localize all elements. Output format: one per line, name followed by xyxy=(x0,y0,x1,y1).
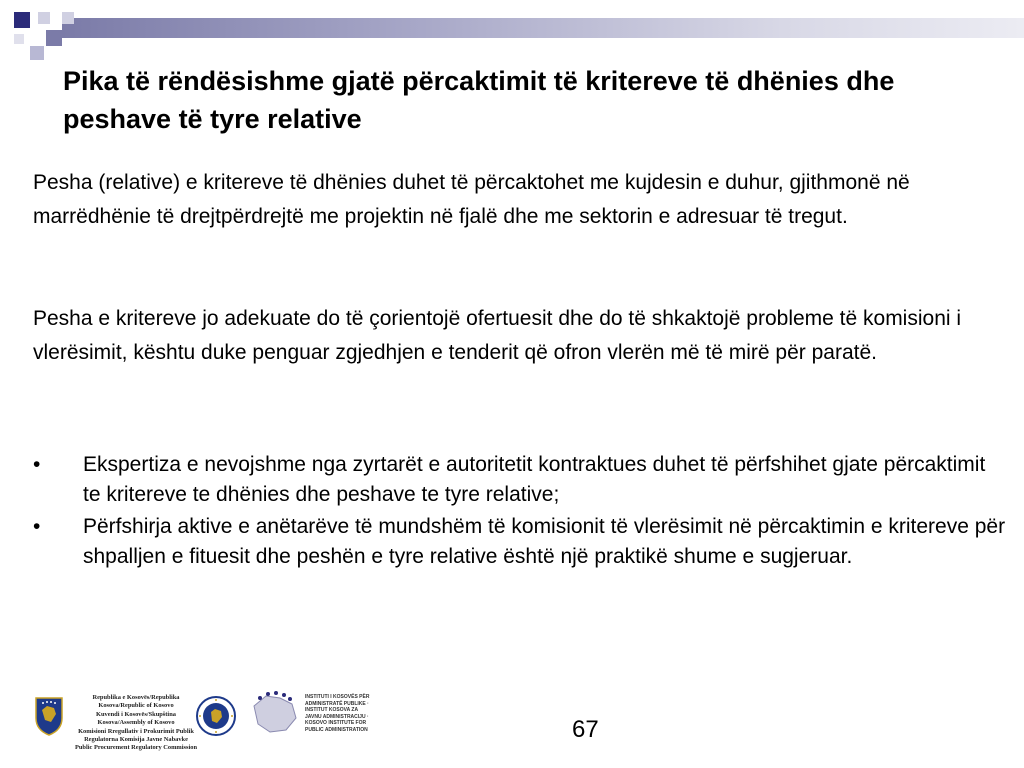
decor-square xyxy=(62,12,74,24)
bullet-text: Ekspertiza e nevojshme nga zyrtarët e autoritetit kontraktues duhet të përfshihet gjate përcaktimit te kritereve te dhënies dhe peshave te tyre relative; xyxy=(83,453,986,506)
decor-square xyxy=(46,30,62,46)
header-decoration-bar xyxy=(62,18,1024,38)
footer xyxy=(0,680,1024,768)
bullet-symbol: • xyxy=(33,453,41,476)
kosovo-map-logo-icon xyxy=(246,688,306,736)
decor-square xyxy=(14,34,24,44)
institute-logo-text: INSTITUTI I KOSOVËS PËR ADMINISTRATË PUBLIKE · INSTITUT KOSOVA ZA JAVNU ADMINISTRACIJU · KOSOVO INSTITUTE FOR PUBLIC ADMINISTRATION xyxy=(305,694,370,733)
commission-logo-text: Republika e Kosovës/Republika Kosova/Republic of Kosovo Kuvendi i Kosovës/Skupština Kosova/Assembly of Kosovo Komisioni Rregullativ i Prokurimit Publik Regulatorna Komisija Javne Nabavke Public Procurement Regulatory Commission xyxy=(74,694,198,752)
bullet-symbol: • xyxy=(33,515,41,538)
decor-square xyxy=(30,46,44,60)
decor-square xyxy=(14,12,30,28)
assembly-seal-icon xyxy=(196,696,236,736)
paragraph-relative-weight: Pesha (relative) e kritereve të dhënies duhet të përcaktohet me kujdesin e duhur, gjithmonë në marrëdhënie të drejtpërdrejtë me projektin në fjalë dhe me sektorin e adresuar të tregut. xyxy=(33,171,910,228)
decor-square xyxy=(38,12,50,24)
bullet-text: Përfshirja aktive e anëtarëve të mundshëm të komisionit të vlerësimit në përcaktimin e kritereve për shpalljen e fituesit dhe peshën e tyre relative është një praktikë shume e sugjeruar. xyxy=(83,515,1006,568)
list-item xyxy=(33,512,1008,572)
slide-title: Pika të rëndësishme gjatë përcaktimit të kritereve të dhënies dhe peshave të tyre relative xyxy=(63,66,895,134)
list-item xyxy=(33,450,1008,510)
bullet-list xyxy=(33,450,1008,574)
paragraph-inadequate-weight: Pesha e kritereve jo adekuate do të çorientojë ofertuesit dhe do të shkaktojë probleme të komisioni i vlerësimit, kështu duke penguar zgjedhjen e tenderit që ofron vlerën më të mirë për paratë. xyxy=(33,307,962,364)
page-number: 67 xyxy=(572,716,599,743)
kosovo-coat-of-arms-icon xyxy=(34,696,64,736)
